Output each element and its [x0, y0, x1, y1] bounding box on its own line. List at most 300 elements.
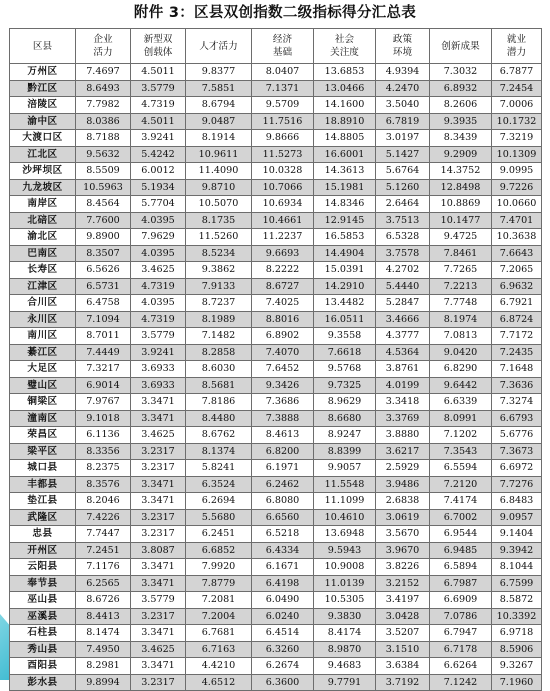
score-cell: 9.5943 — [314, 542, 376, 559]
score-cell: 15.0391 — [314, 262, 376, 279]
score-cell: 8.2981 — [76, 658, 131, 675]
score-cell: 8.7237 — [186, 295, 252, 312]
score-cell: 11.1099 — [314, 493, 376, 510]
table-row — [10, 509, 542, 526]
score-cell: 14.8346 — [314, 196, 376, 213]
score-cell: 9.7226 — [492, 179, 542, 196]
column-header-line-1: 经济 — [272, 34, 293, 45]
score-cell: 10.1477 — [430, 212, 492, 229]
district-name-cell: 奉节县 — [10, 575, 76, 592]
score-cell: 14.2910 — [314, 278, 376, 295]
score-cell: 15.1981 — [314, 179, 376, 196]
table-row — [10, 361, 542, 378]
score-cell: 8.7188 — [76, 130, 131, 147]
score-cell: 5.2847 — [376, 295, 430, 312]
score-cell: 3.3471 — [131, 493, 186, 510]
table-row — [10, 460, 542, 477]
score-cell: 8.3439 — [430, 130, 492, 147]
score-cell: 5.6776 — [492, 427, 542, 444]
score-cell: 6.2674 — [252, 658, 314, 675]
score-cell: 10.6934 — [252, 196, 314, 213]
table-row — [10, 625, 542, 642]
score-cell: 7.4174 — [430, 493, 492, 510]
score-cell: 6.6264 — [430, 658, 492, 675]
score-cell: 8.1914 — [186, 130, 252, 147]
district-name-cell: 巴南区 — [10, 245, 76, 262]
score-cell: 5.1427 — [376, 146, 430, 163]
score-cell: 7.9920 — [186, 559, 252, 576]
score-table — [9, 28, 542, 691]
district-name-cell: 武隆区 — [10, 509, 76, 526]
score-cell: 8.1474 — [76, 625, 131, 642]
score-cell: 3.0619 — [376, 509, 430, 526]
table-row — [10, 328, 542, 345]
score-cell: 2.6838 — [376, 493, 430, 510]
score-cell: 6.7681 — [186, 625, 252, 642]
district-name-cell: 合川区 — [10, 295, 76, 312]
score-cell: 4.7319 — [131, 311, 186, 328]
score-cell: 8.1989 — [186, 311, 252, 328]
score-cell: 3.8226 — [376, 559, 430, 576]
score-cell: 7.4070 — [252, 344, 314, 361]
table-row — [10, 130, 542, 147]
score-cell: 3.8761 — [376, 361, 430, 378]
score-cell: 9.7791 — [314, 674, 376, 691]
score-cell: 7.9767 — [76, 394, 131, 411]
score-cell: 10.5070 — [186, 196, 252, 213]
district-name-cell: 永川区 — [10, 311, 76, 328]
score-cell: 6.6560 — [252, 509, 314, 526]
score-cell: 9.8666 — [252, 130, 314, 147]
score-cell: 10.9611 — [186, 146, 252, 163]
score-cell: 7.3888 — [252, 410, 314, 427]
score-cell: 6.3524 — [186, 476, 252, 493]
score-cell: 12.8498 — [430, 179, 492, 196]
score-cell: 5.8241 — [186, 460, 252, 477]
score-cell: 3.5779 — [131, 328, 186, 345]
score-cell: 13.6853 — [314, 64, 376, 81]
score-cell: 3.8087 — [131, 542, 186, 559]
score-cell: 9.0995 — [492, 163, 542, 180]
score-cell: 6.7947 — [430, 625, 492, 642]
score-cell: 7.9629 — [131, 229, 186, 246]
score-cell: 8.6726 — [76, 592, 131, 609]
score-cell: 7.3673 — [492, 443, 542, 460]
score-cell: 4.6512 — [186, 674, 252, 691]
column-header-line-2: 环境 — [392, 47, 413, 58]
score-cell: 11.5548 — [314, 476, 376, 493]
score-cell: 7.4449 — [76, 344, 131, 361]
score-cell: 7.8186 — [186, 394, 252, 411]
table-row — [10, 608, 542, 625]
score-cell: 9.3267 — [492, 658, 542, 675]
score-cell: 10.8869 — [430, 196, 492, 213]
score-cell: 14.8805 — [314, 130, 376, 147]
score-cell: 6.8483 — [492, 493, 542, 510]
column-header-line-1: 就业 — [506, 34, 527, 45]
score-cell: 7.2004 — [186, 608, 252, 625]
score-cell: 3.3471 — [131, 410, 186, 427]
score-cell: 9.3830 — [314, 608, 376, 625]
district-name-cell: 九龙坡区 — [10, 179, 76, 196]
table-row — [10, 443, 542, 460]
score-cell: 3.6384 — [376, 658, 430, 675]
score-cell: 6.5328 — [376, 229, 430, 246]
district-name-cell: 黔江区 — [10, 80, 76, 97]
score-cell: 16.0511 — [314, 311, 376, 328]
score-cell: 6.1136 — [76, 427, 131, 444]
score-cell: 7.6643 — [492, 245, 542, 262]
score-cell: 7.7982 — [76, 97, 131, 114]
score-cell: 7.1371 — [252, 80, 314, 97]
score-cell: 3.3471 — [131, 559, 186, 576]
score-cell: 7.1648 — [492, 361, 542, 378]
score-cell: 3.2317 — [131, 460, 186, 477]
score-cell: 6.5894 — [430, 559, 492, 576]
score-cell: 6.7178 — [430, 641, 492, 658]
score-cell: 6.5731 — [76, 278, 131, 295]
score-cell: 9.0487 — [186, 113, 252, 130]
district-name-cell: 沙坪坝区 — [10, 163, 76, 180]
score-cell: 3.3471 — [131, 476, 186, 493]
score-cell: 3.6933 — [131, 377, 186, 394]
score-cell: 11.5273 — [252, 146, 314, 163]
score-cell: 7.7447 — [76, 526, 131, 543]
score-cell: 9.3862 — [186, 262, 252, 279]
score-cell: 8.7011 — [76, 328, 131, 345]
district-name-cell: 梁平区 — [10, 443, 76, 460]
score-cell: 6.2565 — [76, 575, 131, 592]
table-header-row — [10, 29, 542, 64]
score-cell: 6.2451 — [186, 526, 252, 543]
score-cell: 3.3769 — [376, 410, 430, 427]
score-cell: 14.4904 — [314, 245, 376, 262]
score-cell: 5.1934 — [131, 179, 186, 196]
column-header — [76, 29, 131, 64]
score-cell: 7.1176 — [76, 559, 131, 576]
score-cell: 4.5011 — [131, 64, 186, 81]
score-cell: 7.4697 — [76, 64, 131, 81]
table-row — [10, 262, 542, 279]
table-row — [10, 575, 542, 592]
district-name-cell: 江津区 — [10, 278, 76, 295]
score-cell: 10.1309 — [492, 146, 542, 163]
score-cell: 8.4480 — [186, 410, 252, 427]
score-cell: 9.6442 — [430, 377, 492, 394]
district-name-cell: 秀山县 — [10, 641, 76, 658]
score-cell: 6.5626 — [76, 262, 131, 279]
table-row — [10, 295, 542, 312]
score-cell: 3.7578 — [376, 245, 430, 262]
score-cell: 7.2213 — [430, 278, 492, 295]
score-cell: 6.7819 — [376, 113, 430, 130]
score-cell: 3.9670 — [376, 542, 430, 559]
score-cell: 9.3558 — [314, 328, 376, 345]
score-cell: 7.1094 — [76, 311, 131, 328]
score-cell: 8.4564 — [76, 196, 131, 213]
score-cell: 7.1202 — [430, 427, 492, 444]
column-header-line-1: 人才活力 — [199, 40, 238, 52]
table-row — [10, 658, 542, 675]
score-cell: 6.3600 — [252, 674, 314, 691]
column-header-line-2: 关注度 — [330, 47, 359, 58]
score-cell: 10.4610 — [314, 509, 376, 526]
score-cell: 8.1735 — [186, 212, 252, 229]
score-cell: 8.3356 — [76, 443, 131, 460]
score-cell: 3.4197 — [376, 592, 430, 609]
score-cell: 7.2451 — [76, 542, 131, 559]
score-cell: 3.5040 — [376, 97, 430, 114]
district-name-cell: 巫山县 — [10, 592, 76, 609]
score-cell: 6.6339 — [430, 394, 492, 411]
table-row — [10, 410, 542, 427]
score-cell: 7.2120 — [430, 476, 492, 493]
column-header — [314, 29, 376, 64]
score-cell: 8.0386 — [76, 113, 131, 130]
score-cell: 3.3471 — [131, 625, 186, 642]
score-cell: 8.3507 — [76, 245, 131, 262]
score-cell: 9.3942 — [492, 542, 542, 559]
score-cell: 8.4174 — [314, 625, 376, 642]
score-cell: 7.2454 — [492, 80, 542, 97]
score-cell: 7.3217 — [76, 361, 131, 378]
score-cell: 3.3471 — [131, 575, 186, 592]
score-cell: 6.9544 — [430, 526, 492, 543]
score-cell: 4.0395 — [131, 295, 186, 312]
score-cell: 6.7987 — [430, 575, 492, 592]
score-cell: 7.1242 — [430, 674, 492, 691]
score-cell: 11.2237 — [252, 229, 314, 246]
score-cell: 16.6001 — [314, 146, 376, 163]
score-cell: 3.4625 — [131, 641, 186, 658]
score-cell: 4.9394 — [376, 64, 430, 81]
score-cell: 7.6452 — [252, 361, 314, 378]
score-cell: 6.1671 — [252, 559, 314, 576]
score-cell: 3.2317 — [131, 443, 186, 460]
score-cell: 3.3471 — [131, 394, 186, 411]
score-cell: 3.5670 — [376, 526, 430, 543]
score-cell: 3.4666 — [376, 311, 430, 328]
score-cell: 6.8724 — [492, 311, 542, 328]
score-cell: 7.3686 — [252, 394, 314, 411]
table-row — [10, 229, 542, 246]
score-cell: 3.8880 — [376, 427, 430, 444]
score-cell: 4.7319 — [131, 278, 186, 295]
score-cell: 10.0660 — [492, 196, 542, 213]
table-row — [10, 80, 542, 97]
score-cell: 10.5963 — [76, 179, 131, 196]
score-cell: 7.7748 — [430, 295, 492, 312]
table-row — [10, 311, 542, 328]
score-cell: 7.0006 — [492, 97, 542, 114]
score-cell: 3.7192 — [376, 674, 430, 691]
score-cell: 8.8399 — [314, 443, 376, 460]
district-name-cell: 璧山区 — [10, 377, 76, 394]
score-cell: 4.0199 — [376, 377, 430, 394]
score-cell: 7.0813 — [430, 328, 492, 345]
district-name-cell: 忠县 — [10, 526, 76, 543]
score-cell: 6.4758 — [76, 295, 131, 312]
score-cell: 8.6493 — [76, 80, 131, 97]
score-cell: 2.6464 — [376, 196, 430, 213]
score-cell: 6.9014 — [76, 377, 131, 394]
score-cell: 8.4613 — [252, 427, 314, 444]
score-cell: 8.4413 — [76, 608, 131, 625]
score-cell: 9.4725 — [430, 229, 492, 246]
table-row — [10, 196, 542, 213]
score-cell: 3.5779 — [131, 592, 186, 609]
score-cell: 7.2081 — [186, 592, 252, 609]
score-cell: 7.2435 — [492, 344, 542, 361]
score-cell: 8.2375 — [76, 460, 131, 477]
column-header — [186, 29, 252, 64]
column-header — [252, 29, 314, 64]
score-cell: 7.8779 — [186, 575, 252, 592]
score-cell: 9.3935 — [430, 113, 492, 130]
score-cell: 3.0197 — [376, 130, 430, 147]
column-header — [492, 29, 542, 64]
score-cell: 7.1960 — [492, 674, 542, 691]
district-name-cell: 长寿区 — [10, 262, 76, 279]
column-header-line-2: 创载体 — [143, 47, 173, 58]
score-cell: 10.5305 — [314, 592, 376, 609]
score-cell: 7.7276 — [492, 476, 542, 493]
score-cell: 8.6794 — [186, 97, 252, 114]
district-name-cell: 铜梁区 — [10, 394, 76, 411]
score-cell: 11.4090 — [186, 163, 252, 180]
score-cell: 4.0395 — [131, 245, 186, 262]
score-cell: 18.8910 — [314, 113, 376, 130]
score-cell: 14.3613 — [314, 163, 376, 180]
score-cell: 8.5234 — [186, 245, 252, 262]
score-cell: 16.5853 — [314, 229, 376, 246]
district-name-cell: 开州区 — [10, 542, 76, 559]
score-cell: 6.0240 — [252, 608, 314, 625]
score-cell: 6.9718 — [492, 625, 542, 642]
score-cell: 6.2462 — [252, 476, 314, 493]
score-cell: 8.1374 — [186, 443, 252, 460]
score-cell: 8.6762 — [186, 427, 252, 444]
score-cell: 8.6030 — [186, 361, 252, 378]
score-cell: 8.3576 — [76, 476, 131, 493]
score-cell: 3.2317 — [131, 509, 186, 526]
score-cell: 7.4226 — [76, 509, 131, 526]
score-cell: 11.7516 — [252, 113, 314, 130]
district-name-cell: 大渡口区 — [10, 130, 76, 147]
score-cell: 8.9629 — [314, 394, 376, 411]
district-name-cell: 巫溪县 — [10, 608, 76, 625]
score-cell: 10.0328 — [252, 163, 314, 180]
score-cell: 6.6852 — [186, 542, 252, 559]
district-name-cell: 南川区 — [10, 328, 76, 345]
score-cell: 6.7163 — [186, 641, 252, 658]
district-name-cell: 云阳县 — [10, 559, 76, 576]
table-row — [10, 113, 542, 130]
score-cell: 8.8016 — [252, 311, 314, 328]
score-cell: 4.7319 — [131, 97, 186, 114]
table-row — [10, 476, 542, 493]
page-title: 附件 3：区县双创指数二级指标得分汇总表 — [133, 5, 417, 21]
district-name-cell: 酉阳县 — [10, 658, 76, 675]
score-cell: 3.2317 — [131, 674, 186, 691]
score-cell: 9.0957 — [492, 509, 542, 526]
score-cell: 14.3752 — [430, 163, 492, 180]
score-cell: 8.1974 — [430, 311, 492, 328]
score-cell: 6.6909 — [430, 592, 492, 609]
score-cell: 4.2702 — [376, 262, 430, 279]
table-row — [10, 427, 542, 444]
score-cell: 2.5929 — [376, 460, 430, 477]
score-cell: 8.6727 — [252, 278, 314, 295]
score-cell: 9.9057 — [314, 460, 376, 477]
score-cell: 5.4242 — [131, 146, 186, 163]
district-name-cell: 涪陵区 — [10, 97, 76, 114]
score-cell: 6.4198 — [252, 575, 314, 592]
column-header-line-2: 潜力 — [506, 47, 527, 58]
table-row — [10, 641, 542, 658]
score-cell: 6.7599 — [492, 575, 542, 592]
score-cell: 8.9870 — [314, 641, 376, 658]
score-cell: 8.9247 — [314, 427, 376, 444]
score-cell: 7.7265 — [430, 262, 492, 279]
score-cell: 6.6793 — [492, 410, 542, 427]
score-cell: 6.8200 — [252, 443, 314, 460]
score-cell: 4.0395 — [131, 212, 186, 229]
score-cell: 6.9485 — [430, 542, 492, 559]
score-cell: 14.1600 — [314, 97, 376, 114]
score-cell: 9.2909 — [430, 146, 492, 163]
table-row — [10, 592, 542, 609]
table-row — [10, 394, 542, 411]
score-cell: 3.6933 — [131, 361, 186, 378]
column-header-line-1: 创新成果 — [441, 40, 480, 52]
score-cell: 4.5011 — [131, 113, 186, 130]
score-cell: 4.5364 — [376, 344, 430, 361]
table-body — [10, 64, 542, 691]
score-cell: 3.4625 — [131, 262, 186, 279]
column-header-line-2: 基础 — [272, 47, 293, 58]
score-cell: 9.8377 — [186, 64, 252, 81]
score-cell: 3.4625 — [131, 427, 186, 444]
score-cell: 8.1044 — [492, 559, 542, 576]
score-cell: 13.0466 — [314, 80, 376, 97]
score-cell: 8.2222 — [252, 262, 314, 279]
score-cell: 7.5851 — [186, 80, 252, 97]
table-row — [10, 674, 542, 691]
score-cell: 7.4701 — [492, 212, 542, 229]
score-cell: 3.9241 — [131, 130, 186, 147]
score-cell: 7.7600 — [76, 212, 131, 229]
column-header — [430, 29, 492, 64]
score-cell: 7.3219 — [492, 130, 542, 147]
score-cell: 11.0139 — [314, 575, 376, 592]
score-cell: 4.2470 — [376, 80, 430, 97]
score-cell: 6.5218 — [252, 526, 314, 543]
score-cell: 6.8080 — [252, 493, 314, 510]
score-cell: 4.4210 — [186, 658, 252, 675]
district-name-cell: 丰都县 — [10, 476, 76, 493]
district-name-cell: 垫江县 — [10, 493, 76, 510]
score-cell: 7.3274 — [492, 394, 542, 411]
score-cell: 8.2606 — [430, 97, 492, 114]
score-cell: 9.8710 — [186, 179, 252, 196]
score-cell: 3.0428 — [376, 608, 430, 625]
score-cell: 7.3032 — [430, 64, 492, 81]
score-cell: 7.4950 — [76, 641, 131, 658]
score-cell: 7.3636 — [492, 377, 542, 394]
score-cell: 10.7066 — [252, 179, 314, 196]
score-cell: 7.2065 — [492, 262, 542, 279]
